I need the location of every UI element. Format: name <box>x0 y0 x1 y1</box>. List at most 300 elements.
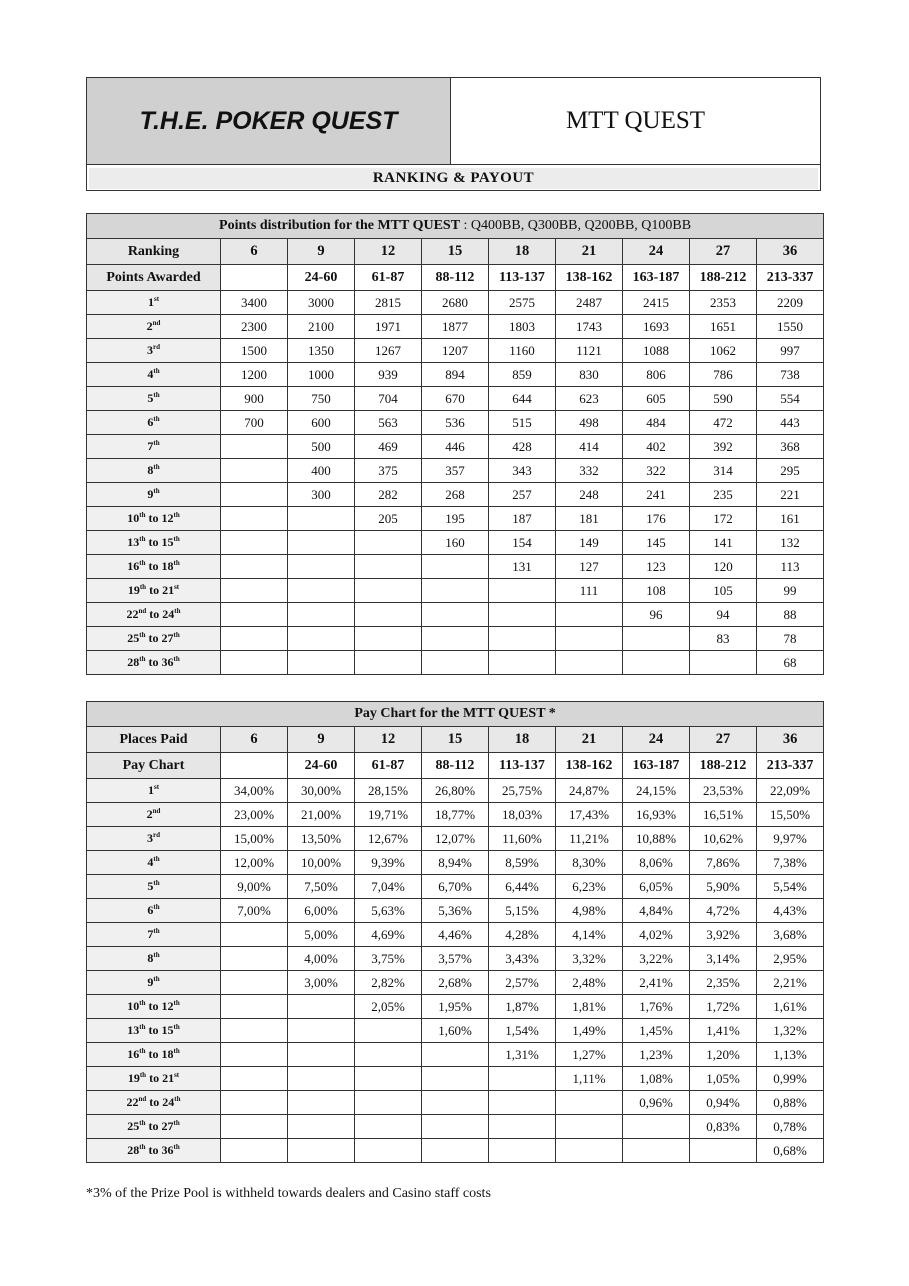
value-cell: 10,88% <box>623 827 690 851</box>
value-cell: 806 <box>623 363 690 387</box>
table-title-bold: Points distribution for the MTT QUEST <box>219 218 461 233</box>
table-row <box>87 1043 824 1067</box>
value-cell: 400 <box>288 459 355 483</box>
value-cell: 15,50% <box>757 803 824 827</box>
range-cell: 61-87 <box>355 265 422 291</box>
table-row <box>87 899 824 923</box>
value-cell: 670 <box>422 387 489 411</box>
value-cell: 8,59% <box>489 851 556 875</box>
value-cell <box>489 651 556 675</box>
rank-label: 9th <box>87 971 221 995</box>
rank-label: 5th <box>87 875 221 899</box>
value-cell: 111 <box>556 579 623 603</box>
value-cell <box>623 651 690 675</box>
value-cell <box>623 1115 690 1139</box>
ordinal-suffix: th <box>153 975 160 983</box>
value-cell: 131 <box>489 555 556 579</box>
value-cell: 1,45% <box>623 1019 690 1043</box>
value-cell: 25,75% <box>489 779 556 803</box>
rank-label: 1st <box>87 779 221 803</box>
value-cell: 314 <box>690 459 757 483</box>
ordinal-suffix: th <box>153 487 160 495</box>
value-cell <box>221 435 288 459</box>
column-header: 12 <box>355 727 422 753</box>
rank-label: 16th to 18th <box>87 555 221 579</box>
value-cell: 282 <box>355 483 422 507</box>
value-cell <box>288 555 355 579</box>
value-cell: 181 <box>556 507 623 531</box>
value-cell: 554 <box>757 387 824 411</box>
value-cell: 1,08% <box>623 1067 690 1091</box>
value-cell <box>288 1067 355 1091</box>
ordinal-suffix: th <box>153 463 160 471</box>
rank-label: 3rd <box>87 827 221 851</box>
value-cell: 1971 <box>355 315 422 339</box>
value-cell: 205 <box>355 507 422 531</box>
ordinal-suffix: th <box>173 1119 180 1127</box>
value-cell: 1,41% <box>690 1019 757 1043</box>
table-row <box>87 387 824 411</box>
value-cell: 2680 <box>422 291 489 315</box>
ordinal-suffix: th <box>139 511 146 519</box>
value-cell: 1,23% <box>623 1043 690 1067</box>
value-cell: 300 <box>288 483 355 507</box>
value-cell <box>355 1115 422 1139</box>
value-cell: 4,28% <box>489 923 556 947</box>
value-cell: 3,75% <box>355 947 422 971</box>
rank-label: 2nd <box>87 315 221 339</box>
value-cell: 8,06% <box>623 851 690 875</box>
value-cell: 1,13% <box>757 1043 824 1067</box>
ordinal-suffix: th <box>153 951 160 959</box>
table-row <box>87 651 824 675</box>
value-cell: 1267 <box>355 339 422 363</box>
value-cell: 3,57% <box>422 947 489 971</box>
value-cell: 19,71% <box>355 803 422 827</box>
value-cell: 9,39% <box>355 851 422 875</box>
rank-label: 19th to 21st <box>87 1067 221 1091</box>
value-cell: 3,14% <box>690 947 757 971</box>
value-cell: 127 <box>556 555 623 579</box>
table-row <box>87 1139 824 1163</box>
ordinal-suffix: th <box>153 879 160 887</box>
value-cell <box>221 1139 288 1163</box>
value-cell <box>288 507 355 531</box>
value-cell: 9,00% <box>221 875 288 899</box>
value-cell: 3,32% <box>556 947 623 971</box>
value-cell: 123 <box>623 555 690 579</box>
value-cell: 4,00% <box>288 947 355 971</box>
value-cell: 23,53% <box>690 779 757 803</box>
table-row <box>87 803 824 827</box>
column-header: 15 <box>422 239 489 265</box>
ordinal-suffix: th <box>173 1047 180 1055</box>
ordinal-suffix: th <box>153 855 160 863</box>
value-cell <box>556 651 623 675</box>
ordinal-suffix: st <box>153 783 160 791</box>
table-row <box>87 555 824 579</box>
value-cell: 1,54% <box>489 1019 556 1043</box>
value-cell: 5,36% <box>422 899 489 923</box>
value-cell: 3,92% <box>690 923 757 947</box>
value-cell: 6,70% <box>422 875 489 899</box>
table-row <box>87 291 824 315</box>
value-cell: 23,00% <box>221 803 288 827</box>
value-cell: 34,00% <box>221 779 288 803</box>
table-row <box>87 779 824 803</box>
value-cell <box>422 1139 489 1163</box>
value-cell: 1651 <box>690 315 757 339</box>
rank-label: 10th to 12th <box>87 995 221 1019</box>
range-label: Pay Chart <box>87 753 221 779</box>
value-cell: 88 <box>757 603 824 627</box>
value-cell: 0,68% <box>757 1139 824 1163</box>
value-cell: 10,00% <box>288 851 355 875</box>
ordinal-suffix: st <box>153 295 160 303</box>
rank-label: 7th <box>87 435 221 459</box>
range-cell: 188-212 <box>690 753 757 779</box>
column-header: 18 <box>489 727 556 753</box>
value-cell: 1,49% <box>556 1019 623 1043</box>
value-cell <box>288 1043 355 1067</box>
value-cell: 2,68% <box>422 971 489 995</box>
value-cell: 392 <box>690 435 757 459</box>
rank-label: 28th to 36th <box>87 651 221 675</box>
value-cell: 2415 <box>623 291 690 315</box>
value-cell: 563 <box>355 411 422 435</box>
value-cell <box>355 1139 422 1163</box>
value-cell: 515 <box>489 411 556 435</box>
value-cell <box>221 507 288 531</box>
value-cell: 2,82% <box>355 971 422 995</box>
value-cell: 2353 <box>690 291 757 315</box>
value-cell <box>489 1091 556 1115</box>
value-cell <box>489 1139 556 1163</box>
ordinal-suffix: th <box>139 999 146 1007</box>
value-cell <box>422 579 489 603</box>
rank-label: 10th to 12th <box>87 507 221 531</box>
value-cell: 141 <box>690 531 757 555</box>
value-cell <box>221 579 288 603</box>
table-row <box>87 411 824 435</box>
value-cell: 78 <box>757 627 824 651</box>
table-row <box>87 1115 824 1139</box>
range-cell: 213-337 <box>757 265 824 291</box>
value-cell <box>690 651 757 675</box>
value-cell: 343 <box>489 459 556 483</box>
value-cell: 332 <box>556 459 623 483</box>
value-cell: 1,20% <box>690 1043 757 1067</box>
column-header: 18 <box>489 239 556 265</box>
table-row <box>87 531 824 555</box>
value-cell: 113 <box>757 555 824 579</box>
value-cell <box>623 627 690 651</box>
table-title: Pay Chart for the MTT QUEST * <box>87 702 824 727</box>
value-cell: 536 <box>422 411 489 435</box>
value-cell: 18,77% <box>422 803 489 827</box>
value-cell: 5,90% <box>690 875 757 899</box>
table-row <box>87 315 824 339</box>
value-cell: 3000 <box>288 291 355 315</box>
value-cell: 1,27% <box>556 1043 623 1067</box>
value-cell: 172 <box>690 507 757 531</box>
ordinal-suffix: th <box>173 655 180 663</box>
value-cell: 9,97% <box>757 827 824 851</box>
value-cell: 295 <box>757 459 824 483</box>
value-cell <box>288 603 355 627</box>
range-cell: 88-112 <box>422 265 489 291</box>
range-cell: 88-112 <box>422 753 489 779</box>
value-cell: 1803 <box>489 315 556 339</box>
rank-label: 3rd <box>87 339 221 363</box>
range-cell: 188-212 <box>690 265 757 291</box>
value-cell <box>489 627 556 651</box>
column-header-row <box>87 239 824 265</box>
value-cell: 0,83% <box>690 1115 757 1139</box>
value-cell: 268 <box>422 483 489 507</box>
column-header: 27 <box>690 239 757 265</box>
value-cell: 6,00% <box>288 899 355 923</box>
ordinal-suffix: th <box>139 1071 147 1079</box>
value-cell: 15,00% <box>221 827 288 851</box>
column-header: 6 <box>221 727 288 753</box>
value-cell: 859 <box>489 363 556 387</box>
ordinal-suffix: nd <box>138 607 147 615</box>
value-cell: 154 <box>489 531 556 555</box>
value-cell <box>221 1067 288 1091</box>
value-cell: 8,94% <box>422 851 489 875</box>
table-row <box>87 339 824 363</box>
value-cell <box>221 603 288 627</box>
column-header: 9 <box>288 727 355 753</box>
value-cell: 3,43% <box>489 947 556 971</box>
table-title-row <box>87 214 824 239</box>
value-cell: 1,81% <box>556 995 623 1019</box>
value-cell: 1,31% <box>489 1043 556 1067</box>
table-row <box>87 851 824 875</box>
value-cell: 12,07% <box>422 827 489 851</box>
table-row <box>87 995 824 1019</box>
value-cell <box>221 1091 288 1115</box>
value-cell: 145 <box>623 531 690 555</box>
ordinal-suffix: th <box>139 1119 146 1127</box>
rank-label: 8th <box>87 459 221 483</box>
value-cell: 4,72% <box>690 899 757 923</box>
ordinal-suffix: rd <box>153 831 160 839</box>
rank-label: 25th to 27th <box>87 627 221 651</box>
value-cell <box>221 555 288 579</box>
value-cell: 5,00% <box>288 923 355 947</box>
table-row <box>87 1019 824 1043</box>
ordinal-suffix: th <box>139 655 146 663</box>
range-cell: 113-137 <box>489 265 556 291</box>
value-cell <box>288 579 355 603</box>
value-cell: 105 <box>690 579 757 603</box>
value-cell: 900 <box>221 387 288 411</box>
value-cell: 1,95% <box>422 995 489 1019</box>
value-cell: 0,88% <box>757 1091 824 1115</box>
value-cell: 600 <box>288 411 355 435</box>
table-row <box>87 1067 824 1091</box>
column-header: 9 <box>288 239 355 265</box>
ordinal-suffix: th <box>173 999 180 1007</box>
value-cell: 700 <box>221 411 288 435</box>
value-cell <box>489 579 556 603</box>
table-row <box>87 603 824 627</box>
value-cell: 2575 <box>489 291 556 315</box>
table-row <box>87 627 824 651</box>
rank-label: 16th to 18th <box>87 1043 221 1067</box>
value-cell <box>355 579 422 603</box>
value-cell: 2,05% <box>355 995 422 1019</box>
ordinal-suffix: th <box>153 367 160 375</box>
range-row <box>87 265 824 291</box>
value-cell <box>556 627 623 651</box>
ordinal-suffix: rd <box>153 343 160 351</box>
value-cell <box>221 651 288 675</box>
rank-label: 8th <box>87 947 221 971</box>
ordinal-suffix: th <box>139 1047 146 1055</box>
value-cell: 322 <box>623 459 690 483</box>
value-cell <box>288 1115 355 1139</box>
footnote: *3% of the Prize Pool is withheld towards dealers and Casino staff costs <box>86 1186 491 1201</box>
column-header: 24 <box>623 239 690 265</box>
value-cell <box>422 555 489 579</box>
value-cell: 96 <box>623 603 690 627</box>
value-cell: 7,00% <box>221 899 288 923</box>
rank-label: 2nd <box>87 803 221 827</box>
value-cell: 94 <box>690 603 757 627</box>
value-cell: 1500 <box>221 339 288 363</box>
column-header: 36 <box>757 239 824 265</box>
value-cell: 8,30% <box>556 851 623 875</box>
value-cell <box>221 483 288 507</box>
value-cell <box>422 1091 489 1115</box>
value-cell: 5,54% <box>757 875 824 899</box>
value-cell <box>221 923 288 947</box>
value-cell: 241 <box>623 483 690 507</box>
value-cell: 402 <box>623 435 690 459</box>
ordinal-suffix: th <box>139 559 146 567</box>
value-cell <box>355 1091 422 1115</box>
rank-label: 13th to 15th <box>87 531 221 555</box>
ordinal-suffix: th <box>139 535 146 543</box>
value-cell: 1121 <box>556 339 623 363</box>
ordinal-suffix: th <box>153 415 160 423</box>
header-block <box>86 77 821 191</box>
table-row <box>87 827 824 851</box>
value-cell <box>221 531 288 555</box>
range-cell: 138-162 <box>556 265 623 291</box>
value-cell: 16,93% <box>623 803 690 827</box>
value-cell: 13,50% <box>288 827 355 851</box>
value-cell: 623 <box>556 387 623 411</box>
value-cell: 738 <box>757 363 824 387</box>
value-cell <box>355 555 422 579</box>
value-cell: 2,57% <box>489 971 556 995</box>
value-cell: 18,03% <box>489 803 556 827</box>
ordinal-suffix: th <box>173 631 180 639</box>
value-cell <box>355 603 422 627</box>
value-cell <box>489 1115 556 1139</box>
value-cell: 7,50% <box>288 875 355 899</box>
value-cell <box>355 627 422 651</box>
ordinal-suffix: nd <box>138 1095 147 1103</box>
table-row <box>87 459 824 483</box>
ordinal-suffix: th <box>173 535 180 543</box>
value-cell: 500 <box>288 435 355 459</box>
value-cell: 30,00% <box>288 779 355 803</box>
value-cell: 132 <box>757 531 824 555</box>
value-cell: 24,87% <box>556 779 623 803</box>
ordinal-suffix: th <box>173 511 180 519</box>
value-cell: 3,68% <box>757 923 824 947</box>
table-row <box>87 435 824 459</box>
column-header: 12 <box>355 239 422 265</box>
ordinal-suffix: th <box>173 1023 180 1031</box>
table-row <box>87 1091 824 1115</box>
rank-label: 22nd to 24th <box>87 1091 221 1115</box>
value-cell: 2,21% <box>757 971 824 995</box>
ordinal-suffix: th <box>139 1143 146 1151</box>
value-cell <box>288 531 355 555</box>
value-cell <box>623 1139 690 1163</box>
header-label: Places Paid <box>87 727 221 753</box>
ordinal-suffix: th <box>153 927 160 935</box>
rank-label: 25th to 27th <box>87 1115 221 1139</box>
value-cell: 750 <box>288 387 355 411</box>
value-cell <box>422 627 489 651</box>
rank-label: 4th <box>87 851 221 875</box>
ordinal-suffix: th <box>153 391 160 399</box>
table-row <box>87 483 824 507</box>
value-cell <box>221 947 288 971</box>
value-cell <box>221 627 288 651</box>
value-cell: 605 <box>623 387 690 411</box>
value-cell: 17,43% <box>556 803 623 827</box>
value-cell: 0,94% <box>690 1091 757 1115</box>
value-cell <box>489 1067 556 1091</box>
value-cell <box>489 603 556 627</box>
value-cell: 187 <box>489 507 556 531</box>
value-cell: 368 <box>757 435 824 459</box>
rank-label: 7th <box>87 923 221 947</box>
value-cell: 443 <box>757 411 824 435</box>
value-cell <box>221 1043 288 1067</box>
ordinal-suffix: th <box>139 583 147 591</box>
rank-label: 6th <box>87 411 221 435</box>
value-cell: 4,69% <box>355 923 422 947</box>
value-cell <box>221 1115 288 1139</box>
value-cell: 2815 <box>355 291 422 315</box>
column-header: 6 <box>221 239 288 265</box>
value-cell <box>221 971 288 995</box>
value-cell: 160 <box>422 531 489 555</box>
value-cell: 2,48% <box>556 971 623 995</box>
value-cell: 21,00% <box>288 803 355 827</box>
column-header-row <box>87 727 824 753</box>
value-cell <box>221 459 288 483</box>
rank-label: 6th <box>87 899 221 923</box>
value-cell: 1,32% <box>757 1019 824 1043</box>
value-cell: 644 <box>489 387 556 411</box>
value-cell: 24,15% <box>623 779 690 803</box>
value-cell: 3,00% <box>288 971 355 995</box>
ordinal-suffix: th <box>174 1095 181 1103</box>
value-cell: 1,11% <box>556 1067 623 1091</box>
value-cell: 0,96% <box>623 1091 690 1115</box>
value-cell: 4,46% <box>422 923 489 947</box>
